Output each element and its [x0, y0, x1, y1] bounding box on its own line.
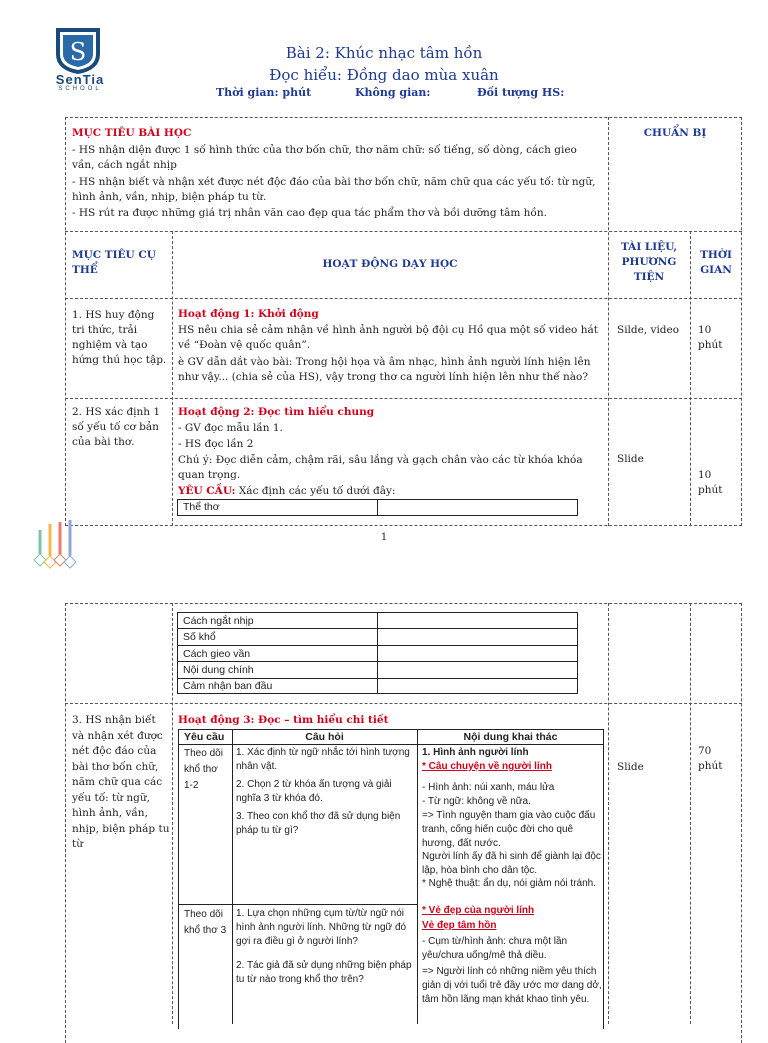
detail-header-question: Câu hỏi [305, 731, 344, 743]
question-2: 1. Lựa chọn những cụm từ/từ ngữ nói hình ảnh người lính. Những từ ngữ đó gợi ra điều gì ở người lính? [236, 908, 407, 947]
content-1-text: - Từ ngữ: không về nữa. [422, 796, 531, 807]
activity-1-title: Hoạt động 1: Khởi động [178, 308, 319, 320]
requirement-text: Xác định các yếu tố dưới đây: [238, 485, 396, 497]
logo-name: SenTia [55, 72, 105, 87]
requirement-label: YÊU CẦU: [178, 485, 236, 497]
content-1-text: => Tình nguyện tham gia vào cuộc đấu tranh, cống hiến cuộc đời cho quê hương, đất nước. [422, 810, 596, 849]
table-cell: Thể thơ [183, 501, 220, 513]
activity-2-text: Chú ý: Đọc diễn cảm, chậm rãi, sâu lắng và gạch chân vào các từ khóa khóa quan trọng. [178, 454, 583, 481]
content-1-text: * Nghệ thuật: ẩn dụ, nói giảm nói tránh. [422, 878, 597, 889]
lesson-subtitle: Đọc hiểu: Đồng dao mùa xuân [269, 66, 499, 84]
material-2: Slide [617, 453, 644, 465]
material-1: Silde, video [617, 324, 680, 336]
activity-2-text: - GV đọc mẫu lần 1. [178, 422, 283, 434]
svg-text:S: S [69, 38, 87, 66]
requirement-2: Theo dõi khổ thơ 3 [184, 909, 227, 936]
activity-2-title: Hoạt động 2: Đọc tìm hiểu chung [178, 406, 375, 418]
col-material-header: TÀI LIỆU, PHƯƠNG TIỆN [620, 241, 678, 283]
detail-header-requirement: Yêu cầu [184, 731, 225, 743]
table-cell: Cảm nhận ban đầu [183, 680, 273, 692]
time-1: 10 phút [698, 324, 723, 351]
col-activity-header: HOẠT ĐỘNG DẠY HỌC [322, 258, 458, 270]
content-1-text: - Hình ảnh: núi xanh, máu lửa [422, 782, 555, 793]
col-goal-header: MỤC TIÊU CỤ THỂ [72, 249, 156, 276]
activity-2-text: - HS đọc lần 2 [178, 438, 254, 450]
table-cell: Số khổ [183, 631, 216, 643]
logo-subtitle: SCHOOL [58, 86, 102, 92]
lesson-title: Bài 2: Khúc nhạc tâm hồn [285, 44, 483, 62]
preparation-heading: CHUẨN BỊ [643, 127, 707, 139]
question-1: 1. Xác định từ ngữ nhắc tới hình tượng nhân vật. [236, 747, 410, 772]
table-cell: Cách ngắt nhịp [183, 615, 254, 627]
material-3: Slide [617, 761, 644, 773]
col-time-header: THỜI GIAN [700, 249, 732, 276]
time-3: 70 phút [698, 745, 723, 772]
values-badge-icon [30, 518, 80, 574]
activity-1-text: HS nêu chia sẻ cảm nhận về hình ảnh người bộ đội cụ Hồ qua một số video hát về “Đoàn vệ quốc quân”. [178, 324, 598, 351]
table-cell: Cách gieo vần [183, 648, 251, 660]
content-2-text: - Cụm từ/hình ảnh: chưa một lần yêu/chưa uống/mê thả diều. [422, 936, 568, 961]
content-2-text: => Người lính có những niềm yêu thích giản dị với tuổi trẻ đầy ước mơ dang dở, tâm hồn lãng mạn khát khao tình yêu. [422, 966, 602, 1005]
detail-header-content: Nội dung khai thác [463, 731, 558, 743]
content-2-subtitle2: Vẻ đẹp tâm hồn [422, 920, 497, 931]
objective-item: - HS rút ra được những giá trị nhân văn cao đẹp qua tác phẩm thơ và bồi dưỡng tâm hồn. [72, 207, 547, 219]
requirement-line [178, 484, 396, 499]
question-2: 2. Tác giả đã sử dụng những biện pháp tu từ nào trong khổ thơ trên? [236, 960, 412, 985]
activity-1-text: è GV dẫn dắt vào bài: Trong hội họa và âm nhạc, hình ảnh người lính hiện lên như vậy... (chia sẻ của HS), vậy trong thơ ca người lính hiện lên như thế nào? [178, 356, 591, 383]
objective-item: - HS nhận diện được 1 số hình thức của thơ bốn chữ, thơ năm chữ: số tiếng, số dòng, cách gieo vần, cách ngắt nhịp [72, 144, 577, 171]
activity-3-title: Hoạt động 3: Đọc – tìm hiểu chi tiết [178, 714, 389, 726]
question-1: 3. Theo con khổ thơ đã sử dụng biện pháp tu từ gì? [236, 811, 401, 836]
time-2: 10 phút [698, 469, 723, 496]
content-2-subtitle: * Vẻ đẹp của người lính [422, 905, 535, 916]
space-label: Không gian: [355, 86, 431, 99]
goal-2: 2. HS xác định 1 số yếu tố cơ bản của bài thơ. [72, 406, 161, 448]
target-label: Đối tượng HS: [477, 86, 565, 99]
objectives-heading: MỤC TIÊU BÀI HỌC [72, 127, 192, 139]
goal-3: 3. HS nhận biết và nhận xét được nét độc đáo của bài thơ bốn chữ, năm chữ qua các yếu tố: từ ngữ, hình ảnh, vần, nhịp, biện pháp tu từ [72, 714, 170, 850]
content-1-text: Người lính ấy đã hi sinh để giành lại độc lập, hòa bình cho dân tộc. [422, 851, 601, 876]
table-cell: Nội dung chính [183, 664, 254, 676]
objective-item: - HS nhận biết và nhận xét được nét độc đáo của bài thơ bốn chữ, năm chữ qua các yếu tố: từ ngữ, hình ảnh, vần, nhịp, biện pháp tu từ. [72, 176, 596, 203]
question-1: 2. Chọn 2 từ khóa ấn tượng và giải nghĩa 3 từ khóa đó. [236, 779, 392, 804]
requirement-1: Theo dõi khổ thơ 1-2 [184, 748, 223, 791]
goal-1: 1. HS huy động tri thức, trải nghiệm và tạo hứng thú học tập. [72, 309, 167, 366]
time-label: Thời gian: phút [216, 86, 312, 99]
content-1-title: 1. Hình ảnh người lính [422, 747, 529, 758]
page-number: 1 [380, 532, 388, 543]
content-1-subtitle: * Câu chuyện về người lính [422, 761, 552, 772]
